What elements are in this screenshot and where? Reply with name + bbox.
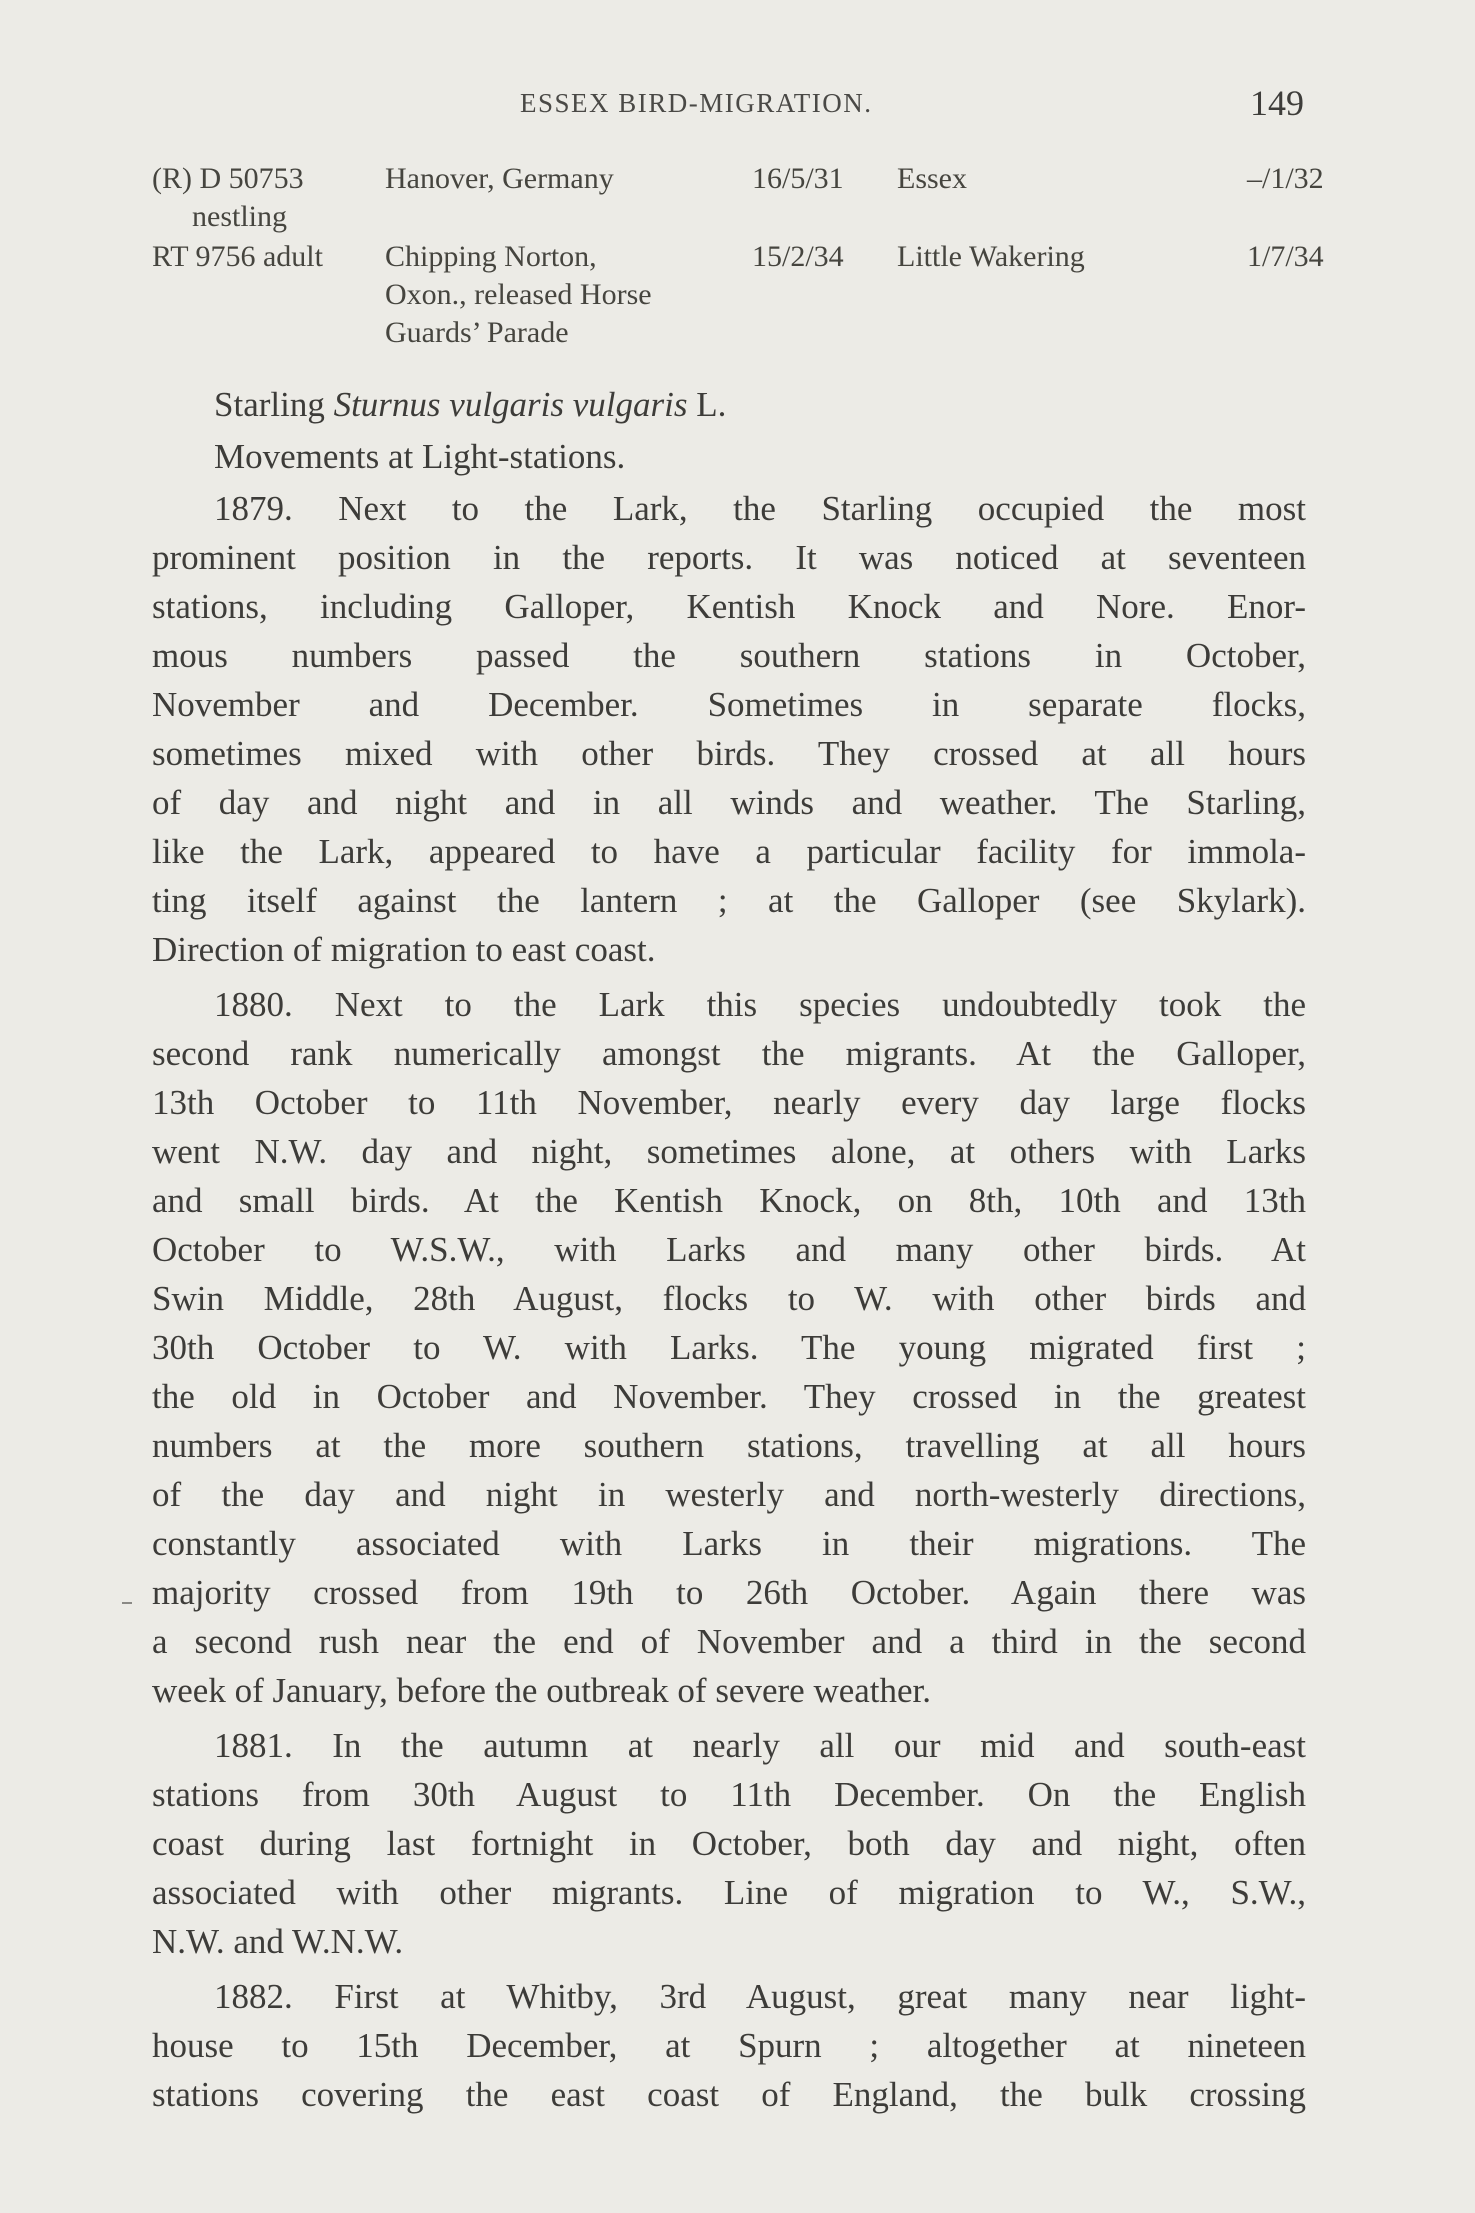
text-line: Swin Middle, 28th August, flocks to W. with other birds and: [152, 1279, 1306, 1318]
text-line: week of January, before the outbreak of severe weather.: [152, 1671, 932, 1710]
ringing-place: [385, 238, 745, 352]
ringing-place: Hanover, Germany: [385, 162, 614, 195]
ringing-place-line: Guards’ Parade: [385, 316, 569, 349]
text-line: 1881. In the autumn at nearly all our mid and south-east: [214, 1726, 1306, 1765]
running-title: ESSEX BIRD-MIGRATION.: [520, 88, 873, 118]
text-line: prominent position in the reports. It was noticed at seventeen: [152, 538, 1306, 577]
year-paragraph-1880: [152, 980, 1306, 1715]
text-line: and small birds. At the Kentish Knock, on 8th, 10th and 13th: [152, 1181, 1306, 1220]
margin-mark: [122, 1602, 132, 1604]
text-line: 13th October to 11th November, nearly every day large flocks: [152, 1083, 1306, 1122]
text-line: stations from 30th August to 11th December. On the English: [152, 1775, 1306, 1814]
year-paragraph-1879: [152, 484, 1306, 974]
text-line: sometimes mixed with other birds. They crossed at all hours: [152, 734, 1306, 773]
text-line: second rank numerically amongst the migrants. At the Galloper,: [152, 1034, 1306, 1073]
text-line: a second rush near the end of November and a third in the second: [152, 1622, 1306, 1661]
ringing-records: [0, 160, 1475, 358]
text-line: mous numbers passed the southern stations in October,: [152, 636, 1306, 675]
ringing-date: 15/2/34: [752, 240, 844, 273]
ring-number: RT 9756 adult: [152, 240, 323, 273]
species-scientific-name: Sturnus vulgaris vulgaris: [333, 385, 688, 424]
text-line: coast during last fortnight in October, both day and night, often: [152, 1824, 1306, 1863]
ringing-date: 16/5/31: [752, 162, 844, 195]
recovery-date: 1/7/34: [1247, 240, 1324, 273]
text-line: like the Lark, appeared to have a particular facility for immola-: [152, 832, 1306, 871]
species-heading: [152, 380, 1306, 429]
text-line: stations covering the east coast of England, the bulk crossing: [152, 2075, 1306, 2114]
ringing-place-line: Oxon., released Horse: [385, 278, 652, 311]
text-line: the old in October and November. They crossed in the greatest: [152, 1377, 1306, 1416]
text-line: majority crossed from 19th to 26th October. Again there was: [152, 1573, 1306, 1612]
page-number: 149: [1250, 83, 1304, 123]
text-line: Direction of migration to east coast.: [152, 930, 656, 969]
text-line: house to 15th December, at Spurn ; altogether at nineteen: [152, 2026, 1306, 2065]
text-line: 1879. Next to the Lark, the Starling occupied the most: [214, 489, 1306, 528]
text-line: associated with other migrants. Line of migration to W., S.W.,: [152, 1873, 1306, 1912]
text-line: November and December. Sometimes in separate flocks,: [152, 685, 1306, 724]
species-common-name: Starling: [214, 385, 325, 424]
text-line: numbers at the more southern stations, travelling at all hours: [152, 1426, 1306, 1465]
recovery-place: Essex: [897, 162, 967, 195]
recovery-date: –/1/32: [1247, 162, 1324, 195]
ringing-record: [0, 160, 1475, 238]
ringing-record: [0, 238, 1475, 358]
ringing-place-line: Chipping Norton,: [385, 240, 597, 273]
text-line: 1880. Next to the Lark this species undoubtedly took the: [214, 985, 1306, 1024]
recovery-place: Little Wakering: [897, 240, 1085, 273]
text-line: stations, including Galloper, Kentish Knock and Nore. Enor-: [152, 587, 1306, 626]
running-head: [0, 82, 1475, 122]
ring-age-note: nestling: [192, 200, 287, 233]
text-line: of day and night and in all winds and weather. The Starling,: [152, 783, 1306, 822]
ring-number: (R) D 50753: [152, 162, 304, 195]
year-paragraph-1881: [152, 1721, 1306, 1966]
species-authority: L.: [696, 385, 727, 424]
text-line: went N.W. day and night, sometimes alone, at others with Larks: [152, 1132, 1306, 1171]
text-line: ting itself against the lantern ; at the Galloper (see Skylark).: [152, 881, 1306, 920]
text-line: N.W. and W.N.W.: [152, 1922, 404, 1961]
text-line: October to W.S.W., with Larks and many other birds. At: [152, 1230, 1306, 1269]
text-line: of the day and night in westerly and north-westerly directions,: [152, 1475, 1306, 1514]
text-line: 1882. First at Whitby, 3rd August, great many near light-: [214, 1977, 1306, 2016]
text-line: constantly associated with Larks in their migrations. The: [152, 1524, 1306, 1563]
text-line: 30th October to W. with Larks. The young migrated first ;: [152, 1328, 1306, 1367]
year-paragraph-1882: [152, 1972, 1306, 2119]
body-text: [152, 380, 1306, 2125]
section-subheading: Movements at Light-stations.: [214, 437, 626, 476]
